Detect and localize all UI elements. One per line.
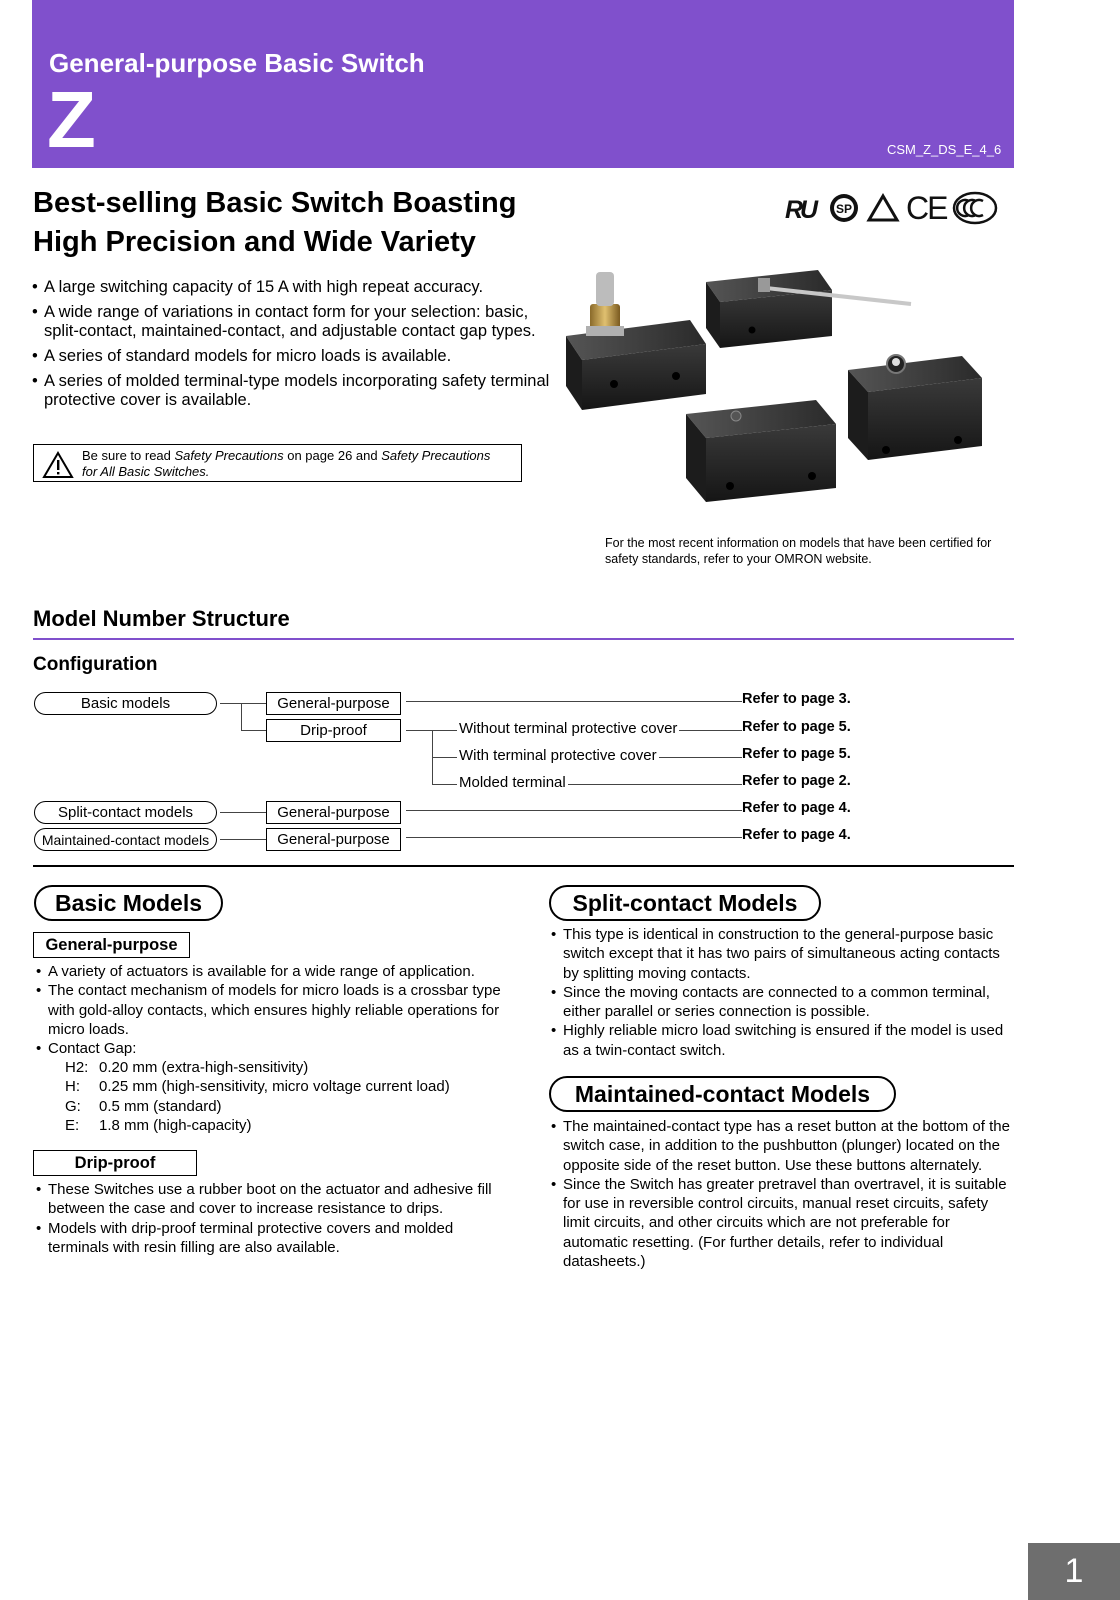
general-purpose-list xyxy=(34,962,504,1058)
doc-code: CSM_Z_DS_E_4_6 xyxy=(887,142,1002,157)
group-basic-models: Basic models xyxy=(34,692,217,715)
safety-precautions-link[interactable]: Safety Precautions xyxy=(174,448,284,463)
svg-text:R: R xyxy=(785,196,804,223)
type-general-purpose: General-purpose xyxy=(266,692,401,715)
connector-line xyxy=(241,730,266,731)
section-title-maintained-contact-models: Maintained-contact Models xyxy=(549,1076,896,1112)
contact-gap-row: H2: 0.20 mm (extra-high-sensitivity) xyxy=(65,1059,309,1076)
configuration-title: Configuration xyxy=(33,654,158,675)
type-general-purpose: General-purpose xyxy=(266,828,401,851)
contact-gap-row: E: 1.8 mm (high-capacity) xyxy=(65,1116,252,1134)
list-item: • A variety of actuators is available for a wide range of application. xyxy=(34,962,504,981)
certification-note: For the most recent information on models that have been certified for safety standards, refer to your OMRON website. xyxy=(605,536,992,566)
header-subtitle: General-purpose Basic Switch xyxy=(49,48,425,78)
contact-gap-row: G: 0.5 mm (standard) xyxy=(65,1097,222,1115)
branch-without-cover: Without terminal protective cover xyxy=(459,720,678,737)
branch-with-cover: With terminal protective cover xyxy=(459,747,657,764)
split-contact-list xyxy=(549,925,1015,1060)
headline-line-2: High Precision and Wide Variety xyxy=(33,226,476,258)
page-reference[interactable]: Refer to page 4. xyxy=(742,827,851,843)
safety-precautions-all-link[interactable]: for All Basic Switches. xyxy=(82,464,210,479)
leader-line xyxy=(406,730,432,731)
feature-item: • A wide range of variations in contact form for your selection: basic, split-contact, maintained-contact, and adjustable contact gap types. xyxy=(32,303,562,341)
list-item: • Contact Gap: xyxy=(34,1039,504,1058)
branch-molded-terminal: Molded terminal xyxy=(459,774,566,791)
subsection-drip-proof: Drip-proof xyxy=(33,1150,197,1176)
leader-line xyxy=(406,837,742,838)
leader-line xyxy=(406,701,742,702)
feature-item: • A large switching capacity of 15 A with high repeat accuracy. xyxy=(32,278,562,297)
safety-precautions-link[interactable]: Safety Precautions xyxy=(381,448,491,463)
type-drip-proof: Drip-proof xyxy=(266,719,401,742)
ce-mark-icon: CE xyxy=(906,189,947,226)
model-name: Z xyxy=(47,75,96,164)
subsection-general-purpose: General-purpose xyxy=(33,932,190,958)
leader-line xyxy=(406,810,742,811)
list-item: • Highly reliable micro load switching is ensured if the model is used as a twin-contact switch. xyxy=(549,1021,1015,1060)
section-title-split-contact-models: Split-contact Models xyxy=(549,885,821,921)
drip-proof-list xyxy=(34,1180,504,1257)
list-item: • Models with drip-proof terminal protective covers and molded terminals with resin filling are also available. xyxy=(34,1219,504,1258)
svg-text:U: U xyxy=(800,196,819,223)
headline-line-1: Best-selling Basic Switch Boasting xyxy=(33,187,517,219)
page-reference[interactable]: Refer to page 3. xyxy=(742,691,851,707)
svg-text:SP: SP xyxy=(835,202,853,216)
connector-line xyxy=(220,703,266,704)
page-reference[interactable]: Refer to page 4. xyxy=(742,800,851,816)
list-item: • This type is identical in construction to the general-purpose basic switch except that it has two pairs of simultaneous acting contacts by splitting moving contacts. xyxy=(549,925,1015,983)
group-split-contact-models: Split-contact models xyxy=(34,801,217,824)
section-title-basic-models: Basic Models xyxy=(34,885,223,921)
connector-line xyxy=(220,812,266,813)
page-reference[interactable]: Refer to page 2. xyxy=(742,773,851,789)
page-number: 1 xyxy=(1028,1543,1120,1600)
list-item: • The contact mechanism of models for micro loads is a crossbar type with gold-alloy contacts, which ensures highly reliable operations for micro loads. xyxy=(34,981,504,1039)
feature-item: • A series of molded terminal-type models incorporating safety terminal protective cover is available. xyxy=(32,372,562,410)
section-title-model-number-structure: Model Number Structure xyxy=(33,606,290,631)
type-general-purpose: General-purpose xyxy=(266,801,401,824)
connector-line xyxy=(241,703,242,730)
feature-item: • A series of standard models for micro loads is available. xyxy=(32,347,562,366)
configuration-divider xyxy=(33,865,1014,867)
list-item: • These Switches use a rubber boot on the actuator and adhesive fill between the case and cover to increase resistance to drips. xyxy=(34,1180,504,1219)
contact-gap-row: H: 0.25 mm (high-sensitivity, micro voltage current load) xyxy=(65,1078,450,1096)
page-reference[interactable]: Refer to page 5. xyxy=(742,719,851,735)
maintained-contact-list xyxy=(549,1117,1015,1271)
list-item: • Since the moving contacts are connected to a common terminal, either parallel or series connection is possible. xyxy=(549,983,1015,1022)
contact-gap-table xyxy=(65,1058,450,1135)
list-item: • The maintained-contact type has a reset button at the bottom of the switch case, in addition to the pushbutton (plunger) located on the opposite side of the reset button. Use these buttons alternately. xyxy=(549,1117,1015,1175)
list-item: • Since the Switch has greater pretravel than overtravel, it is suitable for use in reversible control circuits, manual reset circuits, safety limit circuits, and other circuits which are not preferable for automatic resetting. (For further details, refer to individual datasheets.) xyxy=(549,1175,1015,1271)
page-reference[interactable]: Refer to page 5. xyxy=(742,746,851,762)
safety-notice-text: Be sure to read Safety Precautions on page 26 and Safety Precautions for All Basic Switches. xyxy=(82,448,491,479)
group-maintained-contact-models: Maintained-contact models xyxy=(34,828,217,851)
connector-line xyxy=(220,839,266,840)
